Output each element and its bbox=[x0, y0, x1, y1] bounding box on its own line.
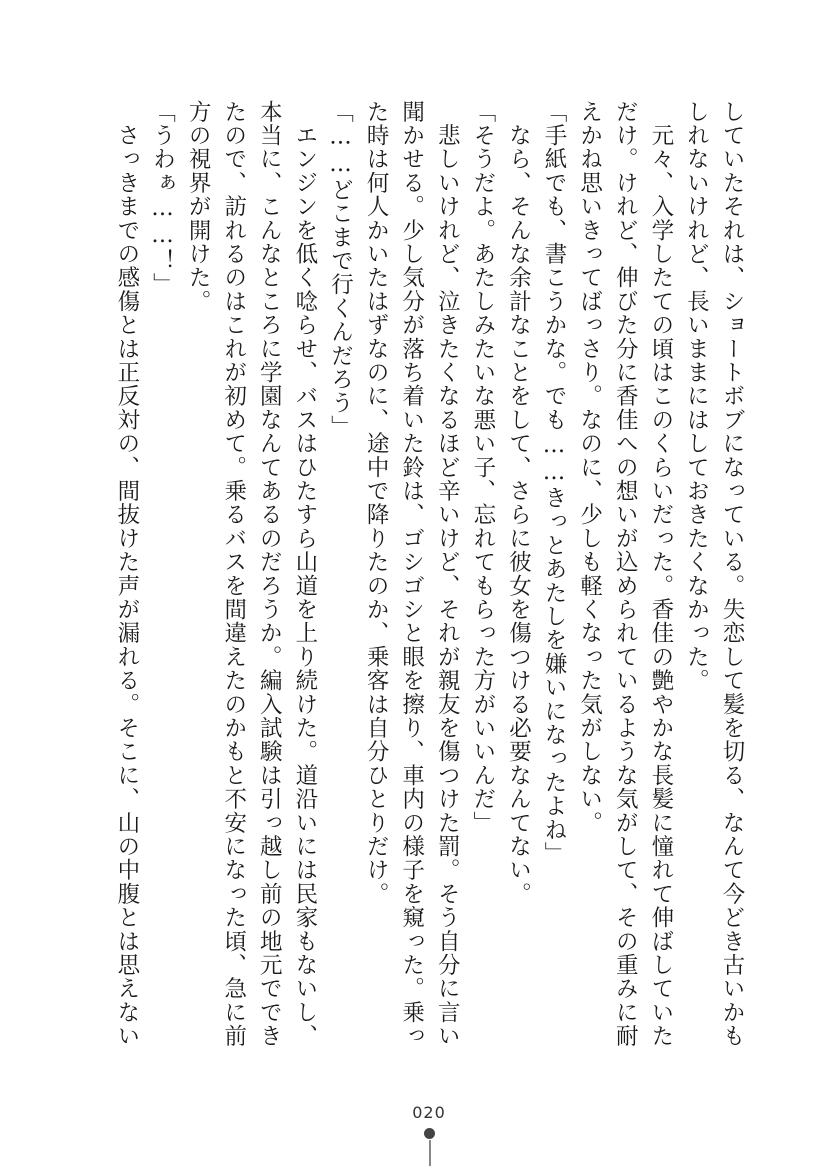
text-line: 方の視界が開けた。 bbox=[185, 100, 212, 314]
text-line: 悲しいけれど、泣きたくなるほど辛いけど、それが親友を傷つけた罰。そう自分に言い bbox=[434, 100, 461, 1049]
text-line: えかね思いきってばっさり。なのに、少しも軽くなった気がしない。 bbox=[576, 100, 603, 835]
text-line: していたそれは、ショートボブになっている。失恋して髪を切る、なんて今どき古いかも bbox=[719, 100, 745, 1049]
text-line: 「手紙でも、書こうかな。でも……きっとあたしを嫌いになったよね」 bbox=[541, 100, 568, 866]
text-line: 本当に、こんなところに学園なんてあるのだろうか。編入試験は引っ越し前の地元ででき bbox=[256, 100, 283, 1048]
text-line: 聞かせる。少し気分が落ち着いた鈴は、ゴシゴシと眼を擦り、車内の様子を窺った。乗っ bbox=[398, 100, 425, 1048]
text-line: なら、そんな余計なことをして、さらに彼女を傷つける必要なんてない。 bbox=[505, 100, 532, 906]
text-line: 元々、入学したての頃はこのくらいだった。香佳の艶やかな長髪に憧れて伸ばしていた bbox=[647, 100, 674, 1048]
text-line: しれないけれど、長いままにはしておきたくなかった。 bbox=[683, 100, 710, 693]
text-line: 「……どこまで行くんだろう」 bbox=[327, 100, 354, 439]
text-line: だけ。けれど、伸びた分に香佳への想いが込められているような気がして、その重みに耐 bbox=[612, 100, 639, 1048]
text-line: 「そうだよ。あたしみたいな悪い子、忘れてもらった方がいいんだ」 bbox=[469, 100, 496, 835]
text-line: 「うわぁ……！」 bbox=[149, 100, 176, 297]
ornament-dot-icon bbox=[424, 1128, 435, 1139]
text-line: さっきまでの感傷とは正反対の、間抜けた声が漏れる。そこに、山の中腹とは思えない bbox=[113, 100, 140, 1048]
text-line: た時は何人かいたはずなのに、途中で降りたのか、乗客は自分ひとりだけ。 bbox=[363, 100, 390, 906]
body-text bbox=[69, 100, 749, 1050]
ornament-line bbox=[429, 1140, 431, 1166]
text-line: エンジンを低く唸らせ、バスはひたすら山道を上り続けた。道沿いには民家もないし、 bbox=[291, 100, 318, 1048]
page-number: 020 bbox=[412, 1103, 446, 1122]
text-line: たので、訪れるのはこれが初めて。乗るバスを間違えたのかもと不安になった頃、急に前 bbox=[220, 100, 247, 1048]
